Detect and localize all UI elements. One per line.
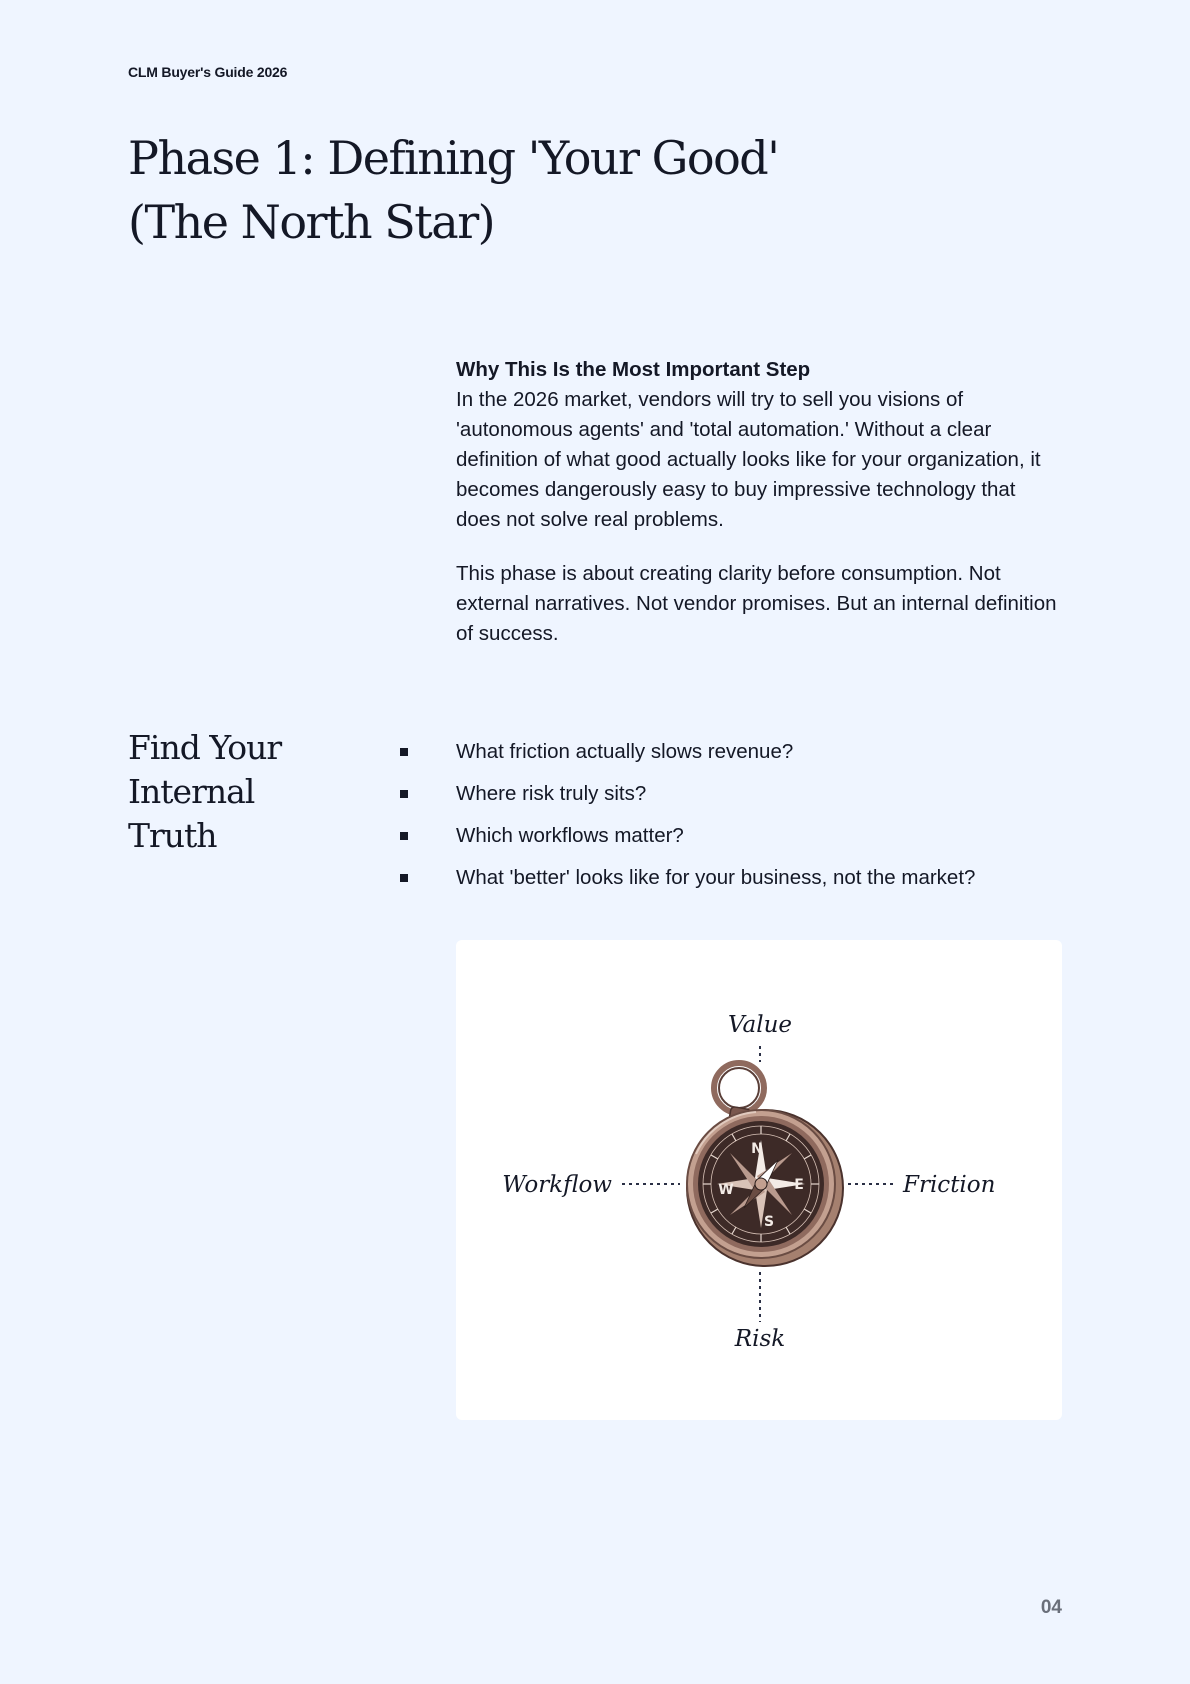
guide-title: CLM Buyer's Guide 2026 xyxy=(128,64,288,80)
compass-figure-card xyxy=(456,940,1062,1420)
list-item xyxy=(400,821,1080,863)
intro-heading: Why This Is the Most Important Step xyxy=(456,358,811,381)
page-number: 04 xyxy=(1040,1597,1062,1618)
square-bullet-icon xyxy=(400,874,408,882)
list-item xyxy=(400,779,1080,821)
list-item xyxy=(400,863,1080,905)
question-text: What friction actually slows revenue? xyxy=(456,740,794,763)
square-bullet-icon xyxy=(400,790,408,798)
compass-label-right: Friction xyxy=(903,1172,996,1198)
section-heading-line-3: Truth xyxy=(128,816,217,855)
compass-label-top: Value xyxy=(728,1012,792,1038)
compass-letter-w: W xyxy=(718,1182,734,1198)
question-text: Which workflows matter? xyxy=(456,824,684,847)
compass-letter-e: E xyxy=(794,1177,804,1193)
section-heading-line-1: Find Your xyxy=(128,728,282,767)
compass-icon xyxy=(687,1063,843,1266)
list-item xyxy=(400,737,1080,779)
intro-section xyxy=(456,355,1062,673)
page-title-line-1: Phase 1: Defining 'Your Good' xyxy=(128,131,779,185)
compass-letter-n: N xyxy=(751,1141,763,1157)
section-heading-line-2: Internal xyxy=(128,772,255,811)
question-list xyxy=(400,737,1080,905)
compass-letter-s: S xyxy=(763,1214,775,1230)
square-bullet-icon xyxy=(400,748,408,756)
section-heading xyxy=(128,726,308,858)
square-bullet-icon xyxy=(400,832,408,840)
intro-paragraph-1: In the 2026 market, vendors will try to sell you visions of 'autonomous agents' and 'total automation.' Without a clear definition of what good actually looks like for your organization, it becomes dangerously easy to buy impressive technology that does not solve real problems. xyxy=(456,388,1041,531)
question-text: Where risk truly sits? xyxy=(456,782,647,805)
compass-label-left: Workflow xyxy=(502,1172,612,1198)
page-title-line-2: (The North Star) xyxy=(128,195,495,249)
page-title xyxy=(128,126,828,254)
compass-diagram xyxy=(456,940,1062,1420)
question-text: What 'better' looks like for your business, not the market? xyxy=(456,866,976,889)
compass-label-bottom: Risk xyxy=(734,1326,786,1352)
intro-paragraph-2: This phase is about creating clarity before consumption. Not external narratives. Not vendor promises. But an internal definition of success. xyxy=(456,562,1057,645)
